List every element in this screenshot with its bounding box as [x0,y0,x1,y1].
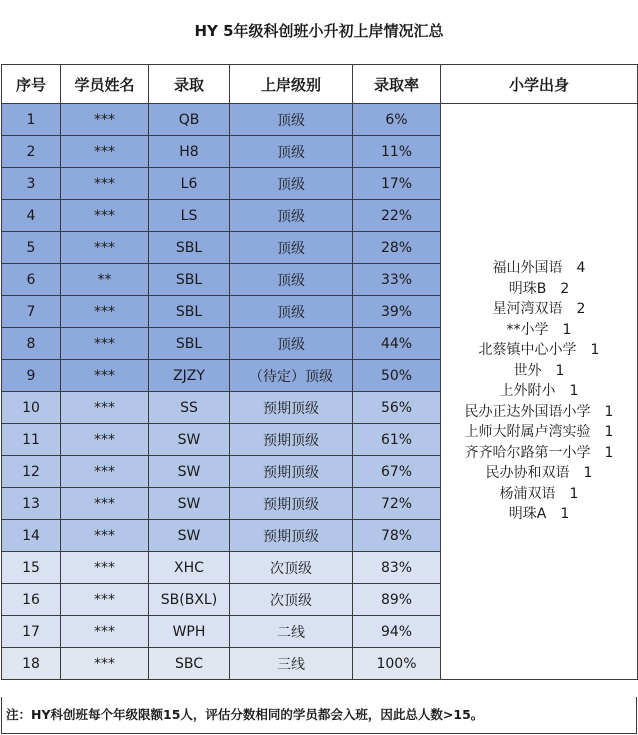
row-number: 11 [2,424,61,456]
row-number: 5 [2,232,61,264]
admission-level: 三线 [230,648,353,680]
admission-level: （待定）顶级 [230,360,353,392]
admission-level: 预期顶级 [230,424,353,456]
school-origin-item: 星河湾双语 2 [492,301,586,318]
student-name: *** [61,424,149,456]
student-name: *** [61,456,149,488]
admitted-school: LS [149,200,230,232]
row-number: 12 [2,456,61,488]
admission-rate: 39% [353,296,441,328]
school-origin-item: 上师大附属卢湾实验 1 [464,424,614,441]
admission-rate: 94% [353,616,441,648]
admission-level: 顶级 [230,200,353,232]
admitted-school: XHC [149,552,230,584]
student-name: *** [61,328,149,360]
admission-rate: 33% [353,264,441,296]
header-rate: 录取率 [353,65,441,104]
admission-rate: 6% [353,104,441,136]
school-origin-item: 民办协和双语 1 [485,465,593,482]
school-origin-item: 福山外国语 4 [492,260,586,277]
header-level: 上岸级别 [230,65,353,104]
school-origin-item: 上外附小 1 [499,383,579,400]
admission-rate: 89% [353,584,441,616]
row-number: 9 [2,360,61,392]
admission-rate: 56% [353,392,441,424]
admission-level: 顶级 [230,168,353,200]
school-origin-item: 齐齐哈尔路第一小学 1 [464,444,614,461]
admission-level: 次顶级 [230,552,353,584]
student-name: *** [61,168,149,200]
school-origin-item: 世外 1 [513,362,565,379]
footnote: 注：HY科创班每个年级限额15人，评估分数相同的学员都会入班，因此总人数>15。 [1,697,637,734]
student-name: *** [61,296,149,328]
row-number: 2 [2,136,61,168]
admitted-school: SW [149,424,230,456]
header-name: 学员姓名 [61,65,149,104]
school-origin-item: 明珠A 1 [508,506,570,523]
student-name: ** [61,264,149,296]
admission-rate: 78% [353,520,441,552]
student-name: *** [61,584,149,616]
admitted-school: SBC [149,648,230,680]
admission-rate: 67% [353,456,441,488]
row-number: 6 [2,264,61,296]
row-number: 10 [2,392,61,424]
school-origin-item: 杨浦双语 1 [499,485,579,502]
admission-level: 顶级 [230,328,353,360]
admitted-school: SS [149,392,230,424]
admission-rate: 83% [353,552,441,584]
admission-rate: 100% [353,648,441,680]
admitted-school: QB [149,104,230,136]
student-name: *** [61,488,149,520]
admission-level: 预期顶级 [230,456,353,488]
admission-rate: 11% [353,136,441,168]
student-name: *** [61,616,149,648]
admission-rate: 50% [353,360,441,392]
admission-table [1,64,638,680]
row-number: 16 [2,584,61,616]
school-origin-item: **小学 1 [506,321,572,338]
student-name: *** [61,136,149,168]
admission-rate: 61% [353,424,441,456]
admission-level: 顶级 [230,296,353,328]
header-row [2,65,638,104]
row-number: 14 [2,520,61,552]
admitted-school: SW [149,488,230,520]
row-number: 3 [2,168,61,200]
admitted-school: SBL [149,296,230,328]
admitted-school: SBL [149,232,230,264]
student-name: *** [61,520,149,552]
row-number: 1 [2,104,61,136]
admitted-school: SW [149,520,230,552]
student-name: *** [61,552,149,584]
student-name: *** [61,104,149,136]
admission-level: 预期顶级 [230,392,353,424]
admitted-school: H8 [149,136,230,168]
admitted-school: ZJZY [149,360,230,392]
school-origin-cell [441,104,638,680]
row-number: 8 [2,328,61,360]
admission-level: 顶级 [230,136,353,168]
row-number: 13 [2,488,61,520]
admission-level: 次顶级 [230,584,353,616]
row-number: 15 [2,552,61,584]
school-origin-item: 北蔡镇中心小学 1 [478,342,600,359]
admission-rate: 44% [353,328,441,360]
admission-level: 二线 [230,616,353,648]
admitted-school: SBL [149,328,230,360]
admitted-school: SB(BXL) [149,584,230,616]
header-school: 小学出身 [441,65,638,104]
student-name: *** [61,360,149,392]
row-number: 4 [2,200,61,232]
admitted-school: SW [149,456,230,488]
row-number: 7 [2,296,61,328]
admission-rate: 17% [353,168,441,200]
student-name: *** [61,200,149,232]
table-row [2,104,638,136]
admission-rate: 28% [353,232,441,264]
header-no: 序号 [2,65,61,104]
admitted-school: WPH [149,616,230,648]
student-name: *** [61,648,149,680]
admitted-school: L6 [149,168,230,200]
admission-level: 预期顶级 [230,488,353,520]
admission-rate: 72% [353,488,441,520]
admission-level: 预期顶级 [230,520,353,552]
student-name: *** [61,392,149,424]
admitted-school: SBL [149,264,230,296]
row-number: 18 [2,648,61,680]
school-origin-item: 明珠B 2 [508,280,570,297]
header-admit: 录取 [149,65,230,104]
admission-level: 顶级 [230,264,353,296]
admission-rate: 22% [353,200,441,232]
page-title: HY 5年级科创班小升初上岸情况汇总 [194,22,444,40]
school-origin-item: 民办正达外国语小学 1 [464,403,614,420]
row-number: 17 [2,616,61,648]
admission-level: 顶级 [230,104,353,136]
student-name: *** [61,232,149,264]
admission-level: 顶级 [230,232,353,264]
